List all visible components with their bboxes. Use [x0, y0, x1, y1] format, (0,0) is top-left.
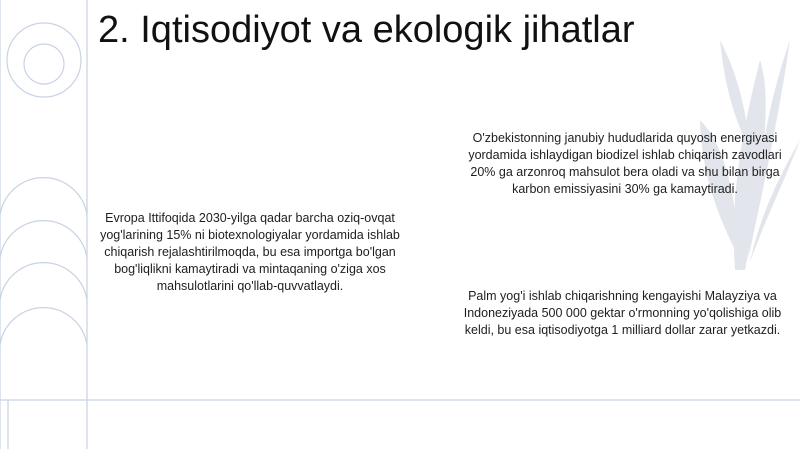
- arch-ornament-4: [0, 308, 87, 345]
- palm-oil-paragraph: Palm yog'i ishlab chiqarishning kengayishi Malayziya va Indoneziyada 500 000 gektar o'rmonning yo'qolishiga olib keldi, bu esa iqtisodiyotga 1 milliard dollar zarar yetkazdi.: [463, 289, 782, 337]
- uzbek-biodiesel-paragraph: O'zbekistonning janubiy hududlarida quyosh energiyasi yordamida ishlaydigan biodizel ishlab chiqarish zavodlari 20% ga arzonroq mahsulot bera oladi va shu bilan birga karbon emissiyasini 30% ga kamaytiradi.: [468, 131, 782, 196]
- eu-biotech-paragraph: Evropa Ittifoqida 2030-yilga qadar barcha oziq-ovqat yog'larining 15% ni biotexnologiyalar yordamida ishlab chiqarish rejalashtirilmoqda, bu esa importga bo'lgan bog'liqlikni kamaytiradi va mintaqaning o'ziga xos mahsulotlarini qo'llab-quvvatlaydi.: [100, 211, 400, 293]
- arch-ornament-2: [0, 221, 87, 258]
- arch-ornament-3: [0, 263, 87, 300]
- slide-title: 2. Iqtisodiyot va ekologik jihatlar: [98, 9, 635, 51]
- outer-circle-ornament: [7, 23, 81, 97]
- arch-ornament-1: [0, 178, 87, 215]
- inner-circle-ornament: [24, 44, 64, 84]
